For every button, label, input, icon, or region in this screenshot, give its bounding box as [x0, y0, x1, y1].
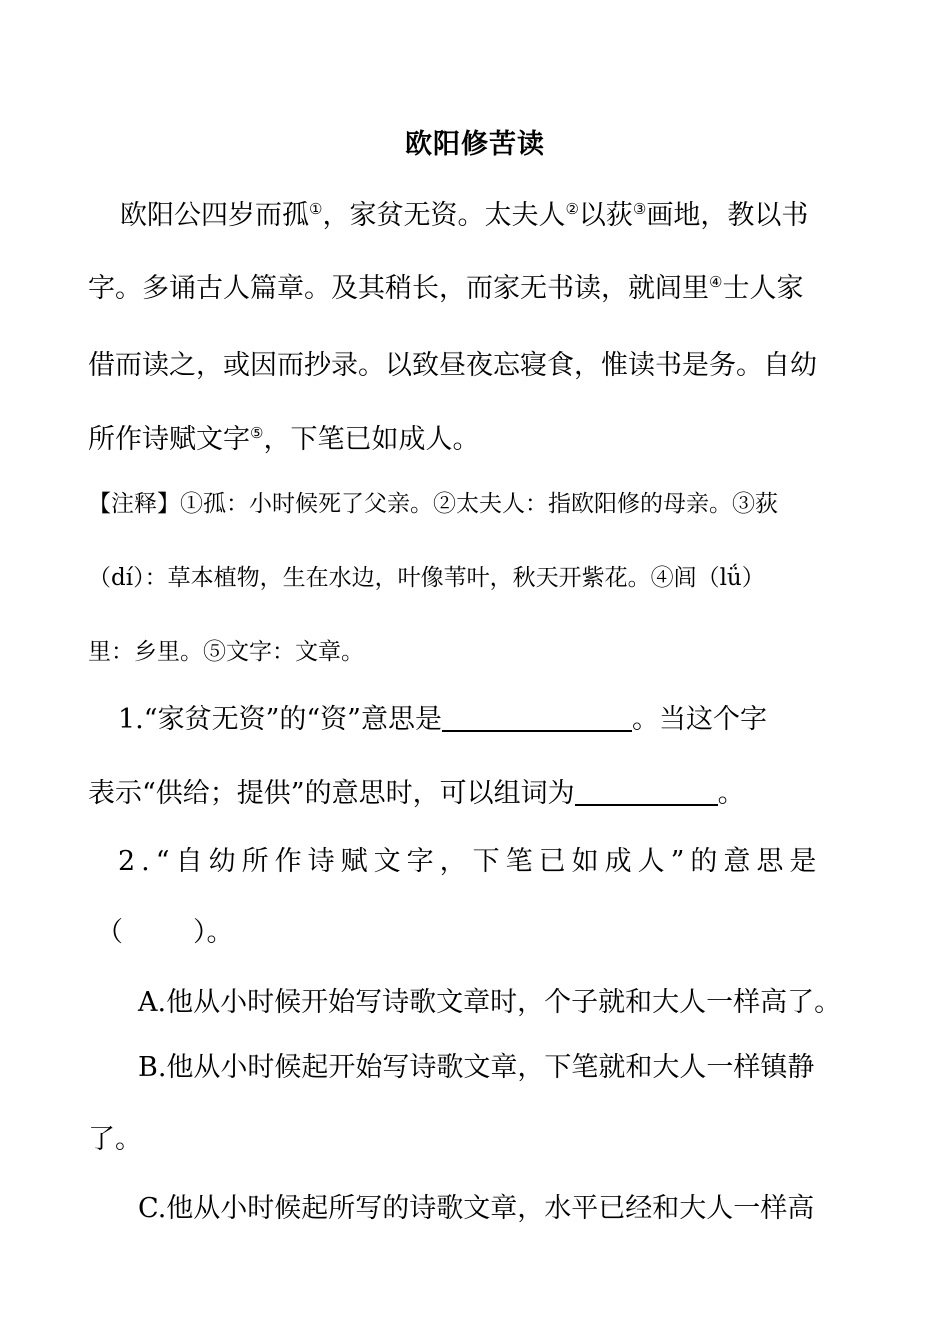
notes-line-3: 里：乡里。⑤文字：文章。: [88, 639, 364, 665]
notes-line-1: 【注释】①孤：小时候死了父亲。②太夫人：指欧阳修的母亲。③荻: [88, 491, 778, 517]
notes-line-2: （dí）：草本植物，生在水边，叶像苇叶，秋天开紫花。④闾（lǘ）: [88, 565, 765, 591]
option-b-line-2: 了。: [88, 1124, 142, 1155]
footnote-ref: ④: [709, 273, 723, 291]
passage-line-2: 字。多诵古人篇章。及其稍长，而家无书读，就闾里④士人家: [88, 273, 804, 304]
option-b-line-1: B.他从小时候起开始写诗歌文章，下笔就和大人一样镇静: [138, 1052, 815, 1083]
option-c: C.他从小时候起所写的诗歌文章，水平已经和大人一样高: [138, 1193, 815, 1224]
footnote-ref: ③: [632, 200, 647, 218]
passage-line-3: 借而读之，或因而抄录。以致昼夜忘寝食，惟读书是务。自幼: [88, 350, 817, 381]
passage-line-1: 欧阳公四岁而孤①，家贫无资。太夫人②以荻③画地，教以书: [120, 200, 809, 231]
question-2-line-2: （ ）。: [96, 917, 234, 948]
page-title: 欧阳修苦读: [405, 129, 545, 160]
option-a: A.他从小时候开始写诗歌文章时，个子就和大人一样高了。: [138, 987, 842, 1018]
question-1-line-2: 表示“供给；提供”的意思时，可以组词为 。: [88, 778, 745, 809]
footnote-ref: ⑤: [250, 424, 264, 442]
answer-blank[interactable]: [575, 778, 718, 806]
passage-line-4: 所作诗赋文字⑤，下笔已如成人。: [88, 424, 480, 455]
answer-blank[interactable]: [442, 704, 632, 732]
footnote-ref: ②: [565, 200, 579, 218]
question-1-line-1: 1.“家贫无资”的“资”意思是 。当这个字: [118, 704, 767, 735]
footnote-ref: ①: [309, 200, 323, 218]
question-2-line-1: 2.“自幼所作诗赋文字，下笔已如成人”的意思是: [118, 846, 823, 877]
